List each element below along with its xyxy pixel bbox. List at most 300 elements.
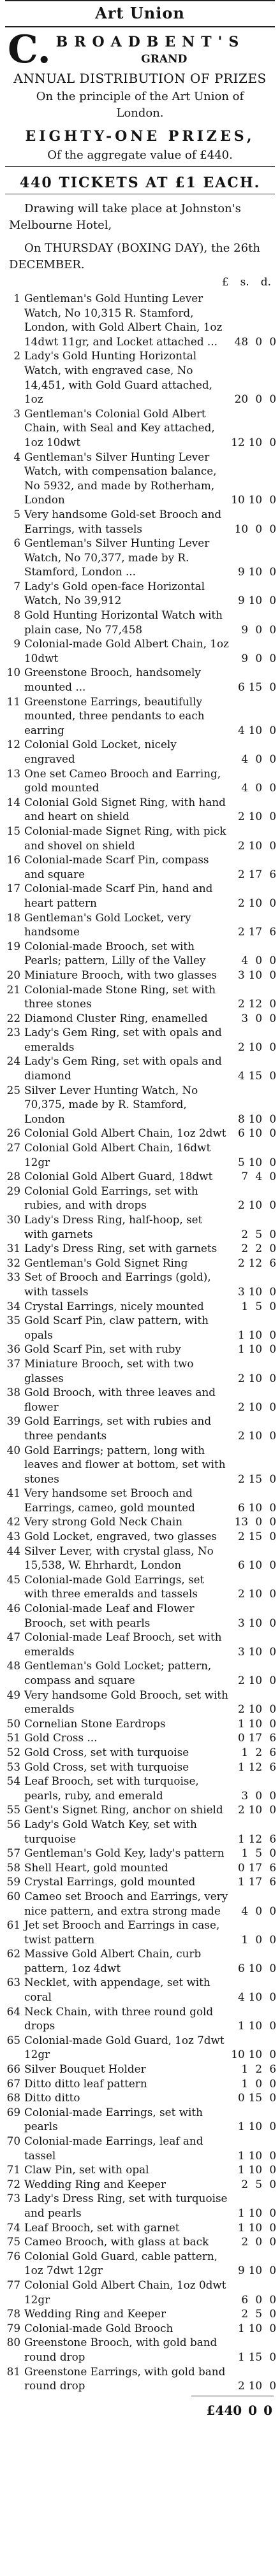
prize-description: Cameo set Brooch and Earrings, very nice pattern, and extra strong made (24, 1889, 228, 1917)
prize-pence: 0 (269, 1227, 276, 1241)
prize-shillings: 17 (248, 1860, 262, 1874)
prize-pence: 6 (269, 867, 276, 881)
prize-value (229, 1025, 276, 1054)
prize-value (229, 824, 276, 853)
prize-pounds: 3 (237, 968, 245, 981)
prize-shillings: 5 (255, 2177, 262, 2191)
prize-shillings: 10 (248, 2120, 262, 2133)
prize-number: 81 (6, 2364, 20, 2378)
currency-header (0, 276, 271, 289)
prize-item (0, 637, 280, 665)
prize-shillings: 12 (248, 1256, 262, 1269)
prize-number: 10 (6, 666, 20, 679)
prize-pence: 6 (269, 925, 276, 939)
prize-number: 70 (6, 2134, 20, 2147)
prize-shillings: 10 (248, 594, 262, 607)
prize-value (229, 2306, 276, 2321)
prize-shillings: 10 (248, 1990, 262, 2004)
prize-description: Gold Scarf Pin, set with ruby (24, 1342, 181, 1356)
prize-value (229, 507, 276, 536)
prize-shillings: 0 (255, 2292, 262, 2306)
prize-pounds: 1 (237, 2206, 245, 2219)
prize-pounds: 4 (237, 1990, 245, 2004)
prize-description: Silver Bouquet Holder (24, 2062, 146, 2076)
prize-item (0, 1860, 280, 1875)
prize-item (0, 2162, 280, 2177)
prize-pence: 0 (269, 1587, 276, 1601)
prize-value (229, 2234, 276, 2249)
prize-shillings: 17 (248, 1731, 262, 1745)
prize-description: Lady's Gem Ring, set with opals and emeralds (24, 1026, 222, 1053)
prize-shillings: 10 (248, 1558, 262, 1572)
prize-shillings: 0 (255, 2235, 262, 2249)
prize-pence: 6 (269, 1832, 276, 1845)
prize-pence: 0 (269, 1674, 276, 1687)
prize-item (0, 1212, 280, 1241)
prize-pence: 0 (269, 968, 276, 981)
prize-number: 36 (6, 1342, 20, 1356)
prize-shillings: 10 (248, 2264, 262, 2277)
prize-number: 46 (6, 1602, 20, 1615)
prize-pounds: 6 (237, 1126, 245, 1140)
prize-pence: 0 (269, 435, 276, 449)
prize-pence: 0 (269, 1284, 276, 1298)
prize-number: 21 (6, 982, 20, 996)
prize-number: 20 (6, 968, 20, 981)
prize-item (0, 1054, 280, 1083)
prize-description: Very handsome Gold Brooch, set with emeralds (24, 1688, 228, 1716)
prize-value (229, 1630, 276, 1659)
prize-description: Cornelian Stone Eardrops (24, 1716, 166, 1730)
prize-pounds: 9 (241, 622, 248, 636)
total-pounds: £440 (206, 2402, 242, 2418)
prize-description: Lady's Dress Ring, set with garnets (24, 1242, 217, 1255)
prize-pence: 0 (269, 1515, 276, 1529)
prize-item (0, 1760, 280, 1774)
prize-value (229, 1443, 276, 1486)
prize-item (0, 1659, 280, 1687)
prize-shillings: 0 (255, 781, 262, 795)
prize-item (0, 407, 280, 450)
prize-value (229, 1356, 276, 1385)
prize-pounds: 2 (237, 1803, 245, 1817)
prize-number: 56 (6, 1817, 20, 1831)
prize-pence: 0 (269, 1716, 276, 1730)
prize-value (229, 1270, 276, 1299)
prize-shillings: 10 (248, 1198, 262, 1212)
prize-number: 66 (6, 2062, 20, 2076)
prize-number: 18 (6, 910, 20, 924)
prize-number: 13 (6, 766, 20, 780)
prize-pounds: 1 (241, 1745, 248, 1759)
prize-value (229, 1342, 276, 1356)
prize-pence: 0 (269, 838, 276, 852)
annual-title: ANNUAL DISTRIBUTION OF PRIZES (13, 71, 267, 86)
prize-shillings: 10 (248, 2148, 262, 2162)
prize-description: Colonial Gold Earrings, set with rubies, and with drops (24, 1184, 198, 1212)
prize-item (0, 1256, 280, 1270)
prize-description: Cameo Brooch, with glass at back (24, 2235, 209, 2249)
prize-description: Gentleman's Gold Hunting Lever Watch, No 10,315 R. Stamford, London, with Gold Albert Chain, 1oz 14dwt 11gr, and Locket attached ... (24, 292, 223, 348)
prize-pence: 6 (269, 1745, 276, 1759)
prize-pounds: 1 (237, 1328, 245, 1341)
prize-pence: 0 (269, 2206, 276, 2219)
prize-number: 15 (6, 824, 20, 837)
prize-item (0, 1083, 280, 1126)
prize-pence: 0 (269, 781, 276, 795)
prize-item (0, 2134, 280, 2162)
prize-number: 44 (6, 1544, 20, 1557)
prize-number: 50 (6, 1716, 20, 1730)
prize-number: 57 (6, 1846, 20, 1860)
prize-shillings: 10 (248, 1500, 262, 1514)
prize-item (0, 1270, 280, 1299)
divider (5, 166, 275, 167)
prize-pence: 0 (269, 335, 276, 348)
prize-pence: 0 (269, 2091, 276, 2105)
prize-item (0, 450, 280, 507)
prize-value (229, 881, 276, 910)
prize-shillings: 10 (248, 2379, 262, 2393)
prize-value (229, 1760, 276, 1774)
prize-item (0, 2234, 280, 2249)
prize-pounds: 2 (241, 1227, 248, 1241)
prize-shillings: 10 (248, 1328, 262, 1341)
prize-pounds: 20 (234, 392, 248, 406)
prize-number: 12 (6, 738, 20, 751)
prize-value (229, 450, 276, 507)
prize-item (0, 2321, 280, 2336)
prize-shillings: 0 (255, 651, 262, 665)
prize-number: 47 (6, 1630, 20, 1644)
prize-description: Gold Cross ... (24, 1731, 98, 1745)
prize-item (0, 665, 280, 694)
prize-value (229, 1918, 276, 1946)
prize-value (229, 1572, 276, 1601)
prize-value (229, 579, 276, 608)
prize-pence: 0 (269, 1990, 276, 2004)
prize-pence: 0 (269, 594, 276, 607)
prize-description: Colonial Gold Guard, cable pattern, 1oz 7dwt 12gr (24, 2249, 218, 2277)
principle-line: On the principle of the Art Union of London. (36, 90, 244, 120)
prize-value (229, 1299, 276, 1314)
prize-description: Lady's Gold Watch Key, set with turquoise (24, 1817, 197, 1845)
prize-item (0, 1011, 280, 1026)
prize-value (229, 968, 276, 982)
prize-description: Colonial-made Gold Earrings, set with three emeralds and tassels (24, 1572, 205, 1601)
prize-pence: 0 (269, 622, 276, 636)
prize-shillings: 10 (248, 1040, 262, 1053)
prize-value (229, 853, 276, 881)
prize-pence: 0 (269, 2019, 276, 2033)
prize-item (0, 1515, 280, 1529)
prize-shillings: 10 (248, 1126, 262, 1140)
prize-number: 17 (6, 882, 20, 895)
prize-shillings: 12 (248, 1760, 262, 1773)
prize-value (229, 982, 276, 1011)
prize-pounds: 2 (237, 1040, 245, 1053)
prize-number: 29 (6, 1184, 20, 1197)
prize-value (229, 1544, 276, 1572)
prize-number: 22 (6, 1011, 20, 1025)
prize-pounds: 0 (237, 2091, 245, 2105)
prize-item (0, 2177, 280, 2192)
prize-number: 6 (13, 536, 20, 550)
prize-number: 76 (6, 2249, 20, 2263)
prize-item (0, 1774, 280, 1802)
prize-item (0, 507, 280, 536)
prize-pounds: 2 (237, 1702, 245, 1716)
prize-value (229, 637, 276, 665)
prize-shillings: 17 (248, 867, 262, 881)
prize-item (0, 1443, 280, 1486)
prize-pounds: 1 (241, 2062, 248, 2076)
prize-description: Colonial-made Leaf Brooch, set with emeralds (24, 1630, 222, 1658)
prize-shillings: 10 (248, 2019, 262, 2033)
prize-value (229, 1874, 276, 1889)
total-pence: 0 (263, 2402, 272, 2418)
prize-item (0, 737, 280, 766)
prize-item (0, 2033, 280, 2062)
prize-pounds: 1 (237, 2163, 245, 2177)
prize-description: Colonial Gold Albert Chain, 1oz 2dwt (24, 1126, 226, 1140)
prize-item (0, 1299, 280, 1314)
prize-value (229, 1716, 276, 1731)
prize-description: Colonial Gold Locket, nicely engraved (24, 738, 177, 765)
prize-number: 68 (6, 2091, 20, 2105)
prize-item (0, 608, 280, 637)
prize-pounds: 4 (241, 1904, 248, 1917)
prize-pounds: 1 (237, 1716, 245, 1730)
prize-number: 37 (6, 1356, 20, 1370)
prize-shillings: 0 (255, 2076, 262, 2090)
prize-description: Silver Lever Hunting Watch, No 70,375, made by R. Stamford, London (24, 1083, 198, 1125)
prize-pounds: 8 (237, 1112, 245, 1125)
prize-pounds: 12 (231, 435, 245, 449)
prize-description: Shell Heart, gold mounted (24, 1860, 168, 1874)
prize-item (0, 1414, 280, 1443)
prize-description: Greenstone Brooch, with gold band round drop (24, 2336, 217, 2363)
prize-item (0, 853, 280, 881)
prize-pounds: 2 (237, 896, 245, 909)
prize-pence: 0 (269, 1155, 276, 1169)
prize-description: Colonial-made Leaf and Flower Brooch, set with pearls (24, 1602, 195, 1629)
prize-number: 30 (6, 1213, 20, 1226)
prize-shillings: 10 (248, 565, 262, 579)
prize-pounds: 1 (237, 1832, 245, 1845)
prize-shillings: 10 (248, 968, 262, 981)
prize-pence: 0 (269, 810, 276, 823)
prize-pence: 0 (269, 954, 276, 967)
prize-number: 79 (6, 2321, 20, 2335)
prize-shillings: 0 (255, 392, 262, 406)
prize-pounds: 3 (237, 1616, 245, 1629)
prize-item (0, 2105, 280, 2134)
prize-value (229, 1817, 276, 1846)
prize-pounds: 2 (241, 2307, 248, 2321)
prize-pounds: 2 (237, 1674, 245, 1687)
prize-shillings: 15 (248, 2091, 262, 2105)
prize-number: 42 (6, 1515, 20, 1529)
prize-item (0, 1169, 280, 1184)
prize-item (0, 1975, 280, 2004)
promoter-name: BROADBENT'S (55, 34, 246, 50)
draw-date: On THURSDAY (BOXING DAY), the 26th DECEMBER. (9, 241, 260, 271)
prize-description: Greenstone Earrings, with gold band round drop (24, 2364, 226, 2393)
prize-description: Miniature Brooch, with two glasses (24, 968, 217, 981)
prize-pounds: 9 (237, 565, 245, 579)
total-shillings: 0 (248, 2402, 258, 2418)
prize-shillings: 10 (248, 1616, 262, 1629)
prize-number: 62 (6, 1947, 20, 1961)
shillings-header: s. (240, 276, 249, 289)
prize-value (229, 1846, 276, 1860)
prize-description: Colonial-made Scarf Pin, hand and heart pattern (24, 882, 213, 909)
prize-number: 25 (6, 1083, 20, 1097)
drop-initial: C. (8, 27, 51, 72)
prize-number: 14 (6, 795, 20, 809)
prize-description: Very handsome set Brooch and Earrings, cameo, gold mounted (24, 1486, 195, 1514)
prize-pence: 0 (269, 493, 276, 507)
prize-value (229, 1486, 276, 1515)
prize-pounds: 2 (237, 1472, 245, 1485)
prize-number: 38 (6, 1386, 20, 1399)
prize-pounds: 4 (237, 723, 245, 737)
prize-description: Colonial Gold Signet Ring, with hand and heart on shield (24, 795, 226, 823)
prize-value (229, 665, 276, 694)
prize-value (229, 608, 276, 637)
prize-shillings: 15 (248, 1530, 262, 1543)
prize-shillings: 10 (248, 1400, 262, 1413)
prize-number: 73 (6, 2192, 20, 2205)
prize-shillings: 0 (255, 1904, 262, 1917)
prize-number: 49 (6, 1688, 20, 1701)
prize-description: Very handsome Gold-set Brooch and Earrings, with tassels (24, 507, 222, 535)
prize-shillings: 2 (255, 1745, 262, 1759)
prize-pounds: 1 (241, 2076, 248, 2090)
prize-pounds: 2 (241, 1242, 248, 1255)
prize-value (229, 1802, 276, 1817)
prize-description: Lady's Dress Ring, set with turquoise and pearls (24, 2192, 228, 2219)
prize-item (0, 1140, 280, 1169)
prize-pence: 0 (269, 2177, 276, 2191)
prize-pounds: 1 (237, 2350, 245, 2363)
prize-pounds: 6 (237, 680, 245, 694)
prize-description: Necklet, with appendage, set with coral (24, 1976, 210, 2004)
prize-description: Neck Chain, with three round gold drops (24, 2004, 214, 2033)
prize-pence: 0 (269, 651, 276, 665)
prize-pounds: 3 (237, 1284, 245, 1298)
prize-pence: 0 (269, 2076, 276, 2090)
prize-value (229, 2105, 276, 2134)
prize-description: Lady's Gold Hunting Horizontal Watch, with engraved case, No 14,451, with Gold Guard attached, 1oz (24, 349, 212, 406)
prize-number: 7 (13, 579, 20, 593)
prize-shillings: 0 (255, 522, 262, 535)
prize-value (229, 766, 276, 795)
prize-description: Colonial-made Stone Ring, set with three stones (24, 982, 216, 1011)
pounds-header: £ (221, 276, 229, 289)
prize-pounds: 6 (237, 1500, 245, 1514)
prize-pence: 6 (269, 1731, 276, 1745)
prize-shillings: 15 (248, 680, 262, 694)
prize-item (0, 2364, 280, 2393)
prize-pounds: 0 (237, 1731, 245, 1745)
prize-value (229, 1860, 276, 1875)
prize-description: Wedding Ring and Keeper (24, 2307, 166, 2321)
prize-item (0, 795, 280, 824)
prize-description: One set Cameo Brooch and Earring, gold mounted (24, 766, 221, 795)
prize-pence: 0 (269, 1400, 276, 1413)
prize-shillings: 0 (255, 622, 262, 636)
prize-pounds: 10 (231, 493, 245, 507)
prize-pence: 0 (269, 1803, 276, 1817)
prize-pence: 0 (269, 392, 276, 406)
prize-pence: 0 (269, 2235, 276, 2249)
prize-item (0, 982, 280, 1011)
prize-shillings: 10 (248, 435, 262, 449)
prize-pounds: 2 (237, 925, 245, 939)
prize-description: Gentleman's Gold Locket; pattern, compass and square (24, 1659, 212, 1687)
prize-pence: 0 (269, 1342, 276, 1356)
prize-item (0, 349, 280, 406)
prize-description: Colonial-made Brooch, set with Pearls; pattern, Lilly of the Valley (24, 939, 206, 967)
prize-item (0, 536, 280, 579)
prize-pence: 0 (269, 2307, 276, 2321)
prize-value (229, 1054, 276, 1083)
prize-item (0, 1241, 280, 1256)
prize-shillings: 12 (248, 997, 262, 1011)
prize-pence: 0 (269, 2379, 276, 2393)
prize-pence: 0 (269, 1328, 276, 1341)
prize-shillings: 10 (248, 1155, 262, 1169)
prize-item (0, 2191, 280, 2220)
prize-value (229, 1414, 276, 1443)
prize-item (0, 1601, 280, 1630)
prize-number: 31 (6, 1242, 20, 1255)
prize-description: Gold Earrings, set with rubies and three pendants (24, 1414, 212, 1442)
prize-value (229, 1601, 276, 1630)
prize-item (0, 2090, 280, 2105)
prize-item (0, 1313, 280, 1342)
prize-pence: 0 (269, 1069, 276, 1083)
prize-description: Colonial Gold Albert Guard, 18dwt (24, 1170, 213, 1183)
prize-pounds: 1 (237, 2148, 245, 2162)
prize-shillings: 10 (248, 2206, 262, 2219)
prize-pounds: 2 (237, 810, 245, 823)
prize-pence: 0 (269, 1198, 276, 1212)
prize-number: 8 (13, 608, 20, 622)
prize-value (229, 1184, 276, 1212)
prize-pounds: 1 (237, 1760, 245, 1773)
prize-pounds: 2 (237, 1530, 245, 1543)
prize-pence: 6 (269, 1256, 276, 1269)
prize-item (0, 579, 280, 608)
prize-value (229, 2177, 276, 2192)
draw-location: Drawing will take place at Johnston's Melbourne Hotel, (9, 202, 241, 232)
prize-item (0, 1846, 280, 1860)
prize-value (229, 939, 276, 968)
prize-description: Gold Locket, engraved, two glasses (24, 1530, 217, 1543)
prize-value (229, 1212, 276, 1241)
prize-pence: 6 (269, 1875, 276, 1889)
prize-shillings: 10 (248, 2220, 262, 2234)
prize-description: Gold Cross, set with turquoise (24, 1760, 189, 1773)
prize-pounds: 4 (241, 752, 248, 765)
aggregate-line: Of the aggregate value of £440. (47, 148, 233, 162)
prize-item (0, 1385, 280, 1414)
prize-description: Colonial-made Gold Albert Chain, 1oz 10dwt (24, 637, 229, 665)
prize-number: 16 (6, 853, 20, 867)
